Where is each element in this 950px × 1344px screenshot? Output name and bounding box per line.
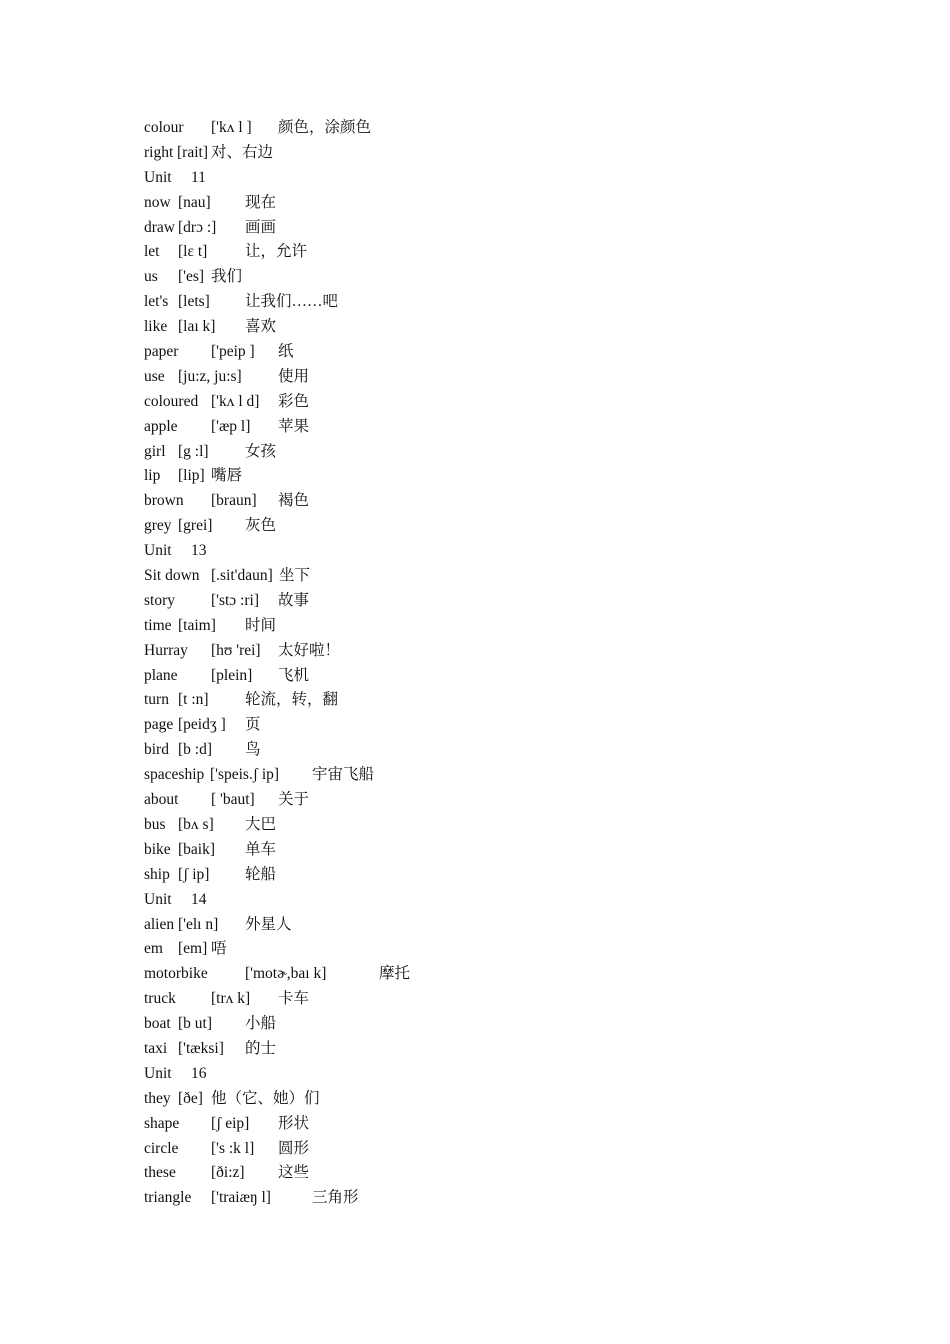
vocab-word: motorbike [144, 965, 208, 983]
vocab-word: bus [144, 815, 166, 833]
vocab-entry [144, 340, 844, 365]
vocab-entry [144, 688, 844, 713]
vocab-entry [144, 962, 844, 987]
vocab-entry [144, 440, 844, 465]
vocab-entry [144, 639, 844, 664]
vocab-meaning: 喜欢 [245, 318, 277, 336]
vocab-word: story [144, 591, 175, 609]
vocab-phonetic: [b ut] [178, 1015, 213, 1033]
vocab-phonetic: [taim] [178, 616, 216, 634]
vocab-entry [144, 315, 844, 340]
vocab-entry [144, 489, 844, 514]
vocab-word: spaceship [144, 766, 205, 784]
vocab-phonetic: [bʌ s] [178, 815, 214, 833]
vocab-meaning: 宇宙飞船 [312, 766, 375, 784]
vocab-word: bike [144, 840, 171, 858]
vocab-word: draw [144, 218, 175, 236]
vocab-meaning: 故事 [278, 591, 310, 609]
vocab-word: turn [144, 691, 169, 709]
vocab-word: about [144, 791, 179, 809]
vocab-meaning: 小船 [245, 1015, 277, 1033]
vocab-word: triangle [144, 1189, 192, 1207]
vocab-phonetic: [grei] [178, 517, 213, 535]
vocab-phonetic: [lets] [178, 293, 210, 311]
vocabulary-list [144, 116, 844, 1211]
vocab-meaning: 纸 [278, 343, 294, 361]
vocab-phonetic: ['traiæŋ l] [211, 1189, 271, 1207]
vocab-phonetic: [trʌ k] [211, 990, 251, 1008]
vocab-word: ship [144, 865, 170, 883]
vocab-phonetic: [ʃ ip] [178, 865, 210, 883]
vocab-meaning: 苹果 [278, 417, 310, 435]
vocab-entry [144, 813, 844, 838]
unit-label: Unit [144, 542, 172, 560]
vocab-word: let [144, 243, 160, 261]
vocab-meaning: 轮流，转，翻 [245, 691, 339, 709]
vocab-phonetic: [peidʒ ] [178, 716, 226, 734]
vocab-meaning: 时间 [245, 616, 277, 634]
vocab-phonetic: [em] [178, 940, 208, 958]
vocab-phonetic: ['æp l] [211, 417, 251, 435]
vocab-phonetic: [laı k] [178, 318, 216, 336]
vocab-entry [144, 738, 844, 763]
vocab-meaning: 对、右边 [211, 143, 274, 161]
vocab-phonetic: ['stɔ :ri] [211, 591, 259, 609]
vocab-word: they [144, 1089, 171, 1107]
vocab-meaning: 灰色 [245, 517, 277, 535]
vocab-word: circle [144, 1139, 179, 1157]
vocab-meaning: 太好啦！ [278, 641, 341, 659]
vocab-word: truck [144, 990, 176, 1008]
vocab-phonetic: ['s :k l] [211, 1139, 255, 1157]
vocab-meaning: 让我们……吧 [245, 293, 339, 311]
unit-heading [144, 539, 844, 564]
vocab-meaning: 外星人 [245, 915, 292, 933]
vocab-meaning: 轮船 [245, 865, 277, 883]
vocab-phonetic: [g :l] [178, 442, 209, 460]
vocab-meaning: 褐色 [278, 492, 310, 510]
vocab-meaning: 使用 [278, 367, 310, 385]
vocab-word: Sit down [144, 567, 200, 585]
vocab-entry [144, 1112, 844, 1137]
vocab-meaning: 关于 [278, 791, 310, 809]
vocab-phonetic: [b :d] [178, 741, 213, 759]
vocab-entry [144, 1186, 844, 1211]
vocab-meaning: 形状 [278, 1114, 310, 1132]
vocab-meaning: 鸟 [245, 741, 261, 759]
vocab-entry [144, 913, 844, 938]
vocab-entry [144, 713, 844, 738]
vocab-phonetic: ['kʌ l d] [211, 392, 260, 410]
vocab-word: colour [144, 119, 184, 136]
vocab-word: use [144, 367, 165, 385]
vocab-phonetic: [plein] [211, 666, 253, 684]
vocab-entry [144, 390, 844, 415]
vocab-entry [144, 838, 844, 863]
vocab-word: taxi [144, 1039, 168, 1057]
vocab-phonetic: [ðe] [178, 1089, 203, 1107]
vocab-word: bird [144, 741, 169, 759]
unit-number: 13 [191, 542, 207, 560]
vocab-phonetic: ['peip ] [211, 343, 255, 361]
vocab-entry [144, 1037, 844, 1062]
vocab-phonetic: [rait] [177, 143, 208, 161]
vocab-meaning: 我们 [211, 268, 243, 286]
vocab-meaning: 让，允许 [245, 243, 308, 261]
unit-heading [144, 166, 844, 191]
vocab-phonetic: ['elı n] [178, 915, 219, 933]
vocab-word: Hurray [144, 641, 188, 659]
vocab-meaning: 画画 [245, 218, 277, 236]
vocab-phonetic: ['kʌ l ] [211, 119, 252, 136]
vocab-entry [144, 937, 844, 962]
vocab-entry [144, 365, 844, 390]
vocab-phonetic: ['es] [178, 268, 205, 286]
vocab-meaning: 坐下 [279, 567, 311, 585]
vocab-entry [144, 265, 844, 290]
vocab-phonetic: ['motɚ,baı k] [245, 965, 327, 983]
vocab-phonetic: [baik] [178, 840, 216, 858]
vocab-phonetic: [braun] [211, 492, 257, 510]
vocab-word: em [144, 940, 163, 958]
vocab-word: grey [144, 517, 172, 535]
vocab-phonetic: [.sit'daun] [211, 567, 273, 585]
vocab-meaning: 大巴 [245, 815, 277, 833]
vocab-phonetic: [lip] [178, 467, 205, 485]
vocab-entry [144, 863, 844, 888]
vocab-meaning: 唔 [211, 940, 227, 958]
vocab-word: like [144, 318, 168, 336]
vocab-phonetic: [hʊ 'rei] [211, 641, 261, 659]
unit-number: 16 [191, 1064, 207, 1082]
unit-heading [144, 1062, 844, 1087]
vocab-entry [144, 191, 844, 216]
vocab-entry [144, 987, 844, 1012]
vocab-entry [144, 141, 844, 166]
vocab-word: girl [144, 442, 166, 460]
vocab-phonetic: [ʃ eip] [211, 1114, 250, 1132]
vocab-word: right [144, 143, 174, 161]
vocab-phonetic: [nau] [178, 193, 211, 211]
vocab-entry [144, 116, 844, 141]
vocab-phonetic: ['speis.ʃ ip] [210, 766, 280, 784]
vocab-meaning: 摩托 [379, 965, 411, 983]
vocab-word: shape [144, 1114, 180, 1132]
vocab-meaning: 飞机 [278, 666, 310, 684]
unit-label: Unit [144, 168, 172, 186]
vocab-entry [144, 763, 844, 788]
vocab-phonetic: [drɔ :] [178, 218, 217, 236]
vocab-phonetic: [ði:z] [211, 1164, 245, 1182]
vocab-entry [144, 514, 844, 539]
vocab-meaning: 页 [245, 716, 261, 734]
vocab-meaning: 现在 [245, 193, 277, 211]
vocab-meaning: 他（它、她）们 [211, 1089, 320, 1107]
vocab-entry [144, 1161, 844, 1186]
vocab-entry [144, 664, 844, 689]
vocab-meaning: 三角形 [312, 1189, 359, 1207]
vocab-word: plane [144, 666, 178, 684]
unit-label: Unit [144, 1064, 172, 1082]
vocab-word: coloured [144, 392, 199, 410]
vocab-entry [144, 216, 844, 241]
vocab-entry [144, 1087, 844, 1112]
vocab-phonetic: [lɛ t] [178, 243, 208, 261]
vocab-entry [144, 614, 844, 639]
vocab-entry [144, 415, 844, 440]
vocab-word: page [144, 716, 174, 734]
vocab-word: now [144, 193, 171, 211]
vocab-word: let's [144, 293, 169, 311]
vocab-entry [144, 564, 844, 589]
vocab-entry [144, 464, 844, 489]
vocab-meaning: 圆形 [278, 1139, 310, 1157]
vocab-word: lip [144, 467, 161, 485]
vocab-word: apple [144, 417, 178, 435]
vocab-meaning: 这些 [278, 1164, 310, 1182]
unit-number: 11 [191, 168, 206, 186]
vocab-word: alien [144, 915, 175, 933]
unit-heading [144, 888, 844, 913]
vocab-word: time [144, 616, 172, 634]
vocab-meaning: 单车 [245, 840, 277, 858]
vocab-phonetic: [t :n] [178, 691, 209, 709]
vocab-entry [144, 589, 844, 614]
unit-number: 14 [191, 890, 207, 908]
vocab-phonetic: ['tæksi] [178, 1039, 224, 1057]
vocab-word: brown [144, 492, 184, 510]
vocab-word: paper [144, 343, 179, 361]
vocab-entry [144, 788, 844, 813]
vocab-entry [144, 240, 844, 265]
vocab-entry [144, 290, 844, 315]
vocab-word: us [144, 268, 158, 286]
vocab-meaning: 嘴唇 [211, 467, 243, 485]
vocab-meaning: 卡车 [278, 990, 310, 1008]
vocab-meaning: 女孩 [245, 442, 277, 460]
vocab-entry [144, 1012, 844, 1037]
vocab-entry [144, 1137, 844, 1162]
vocab-meaning: 彩色 [278, 392, 310, 410]
vocab-meaning: 颜色，涂颜色 [278, 119, 372, 136]
vocab-phonetic: [ 'baut] [211, 791, 255, 809]
vocab-phonetic: [ju:z, ju:s] [178, 367, 242, 385]
vocab-meaning: 的士 [245, 1039, 277, 1057]
vocab-word: these [144, 1164, 176, 1182]
unit-label: Unit [144, 890, 172, 908]
vocab-word: boat [144, 1015, 171, 1033]
